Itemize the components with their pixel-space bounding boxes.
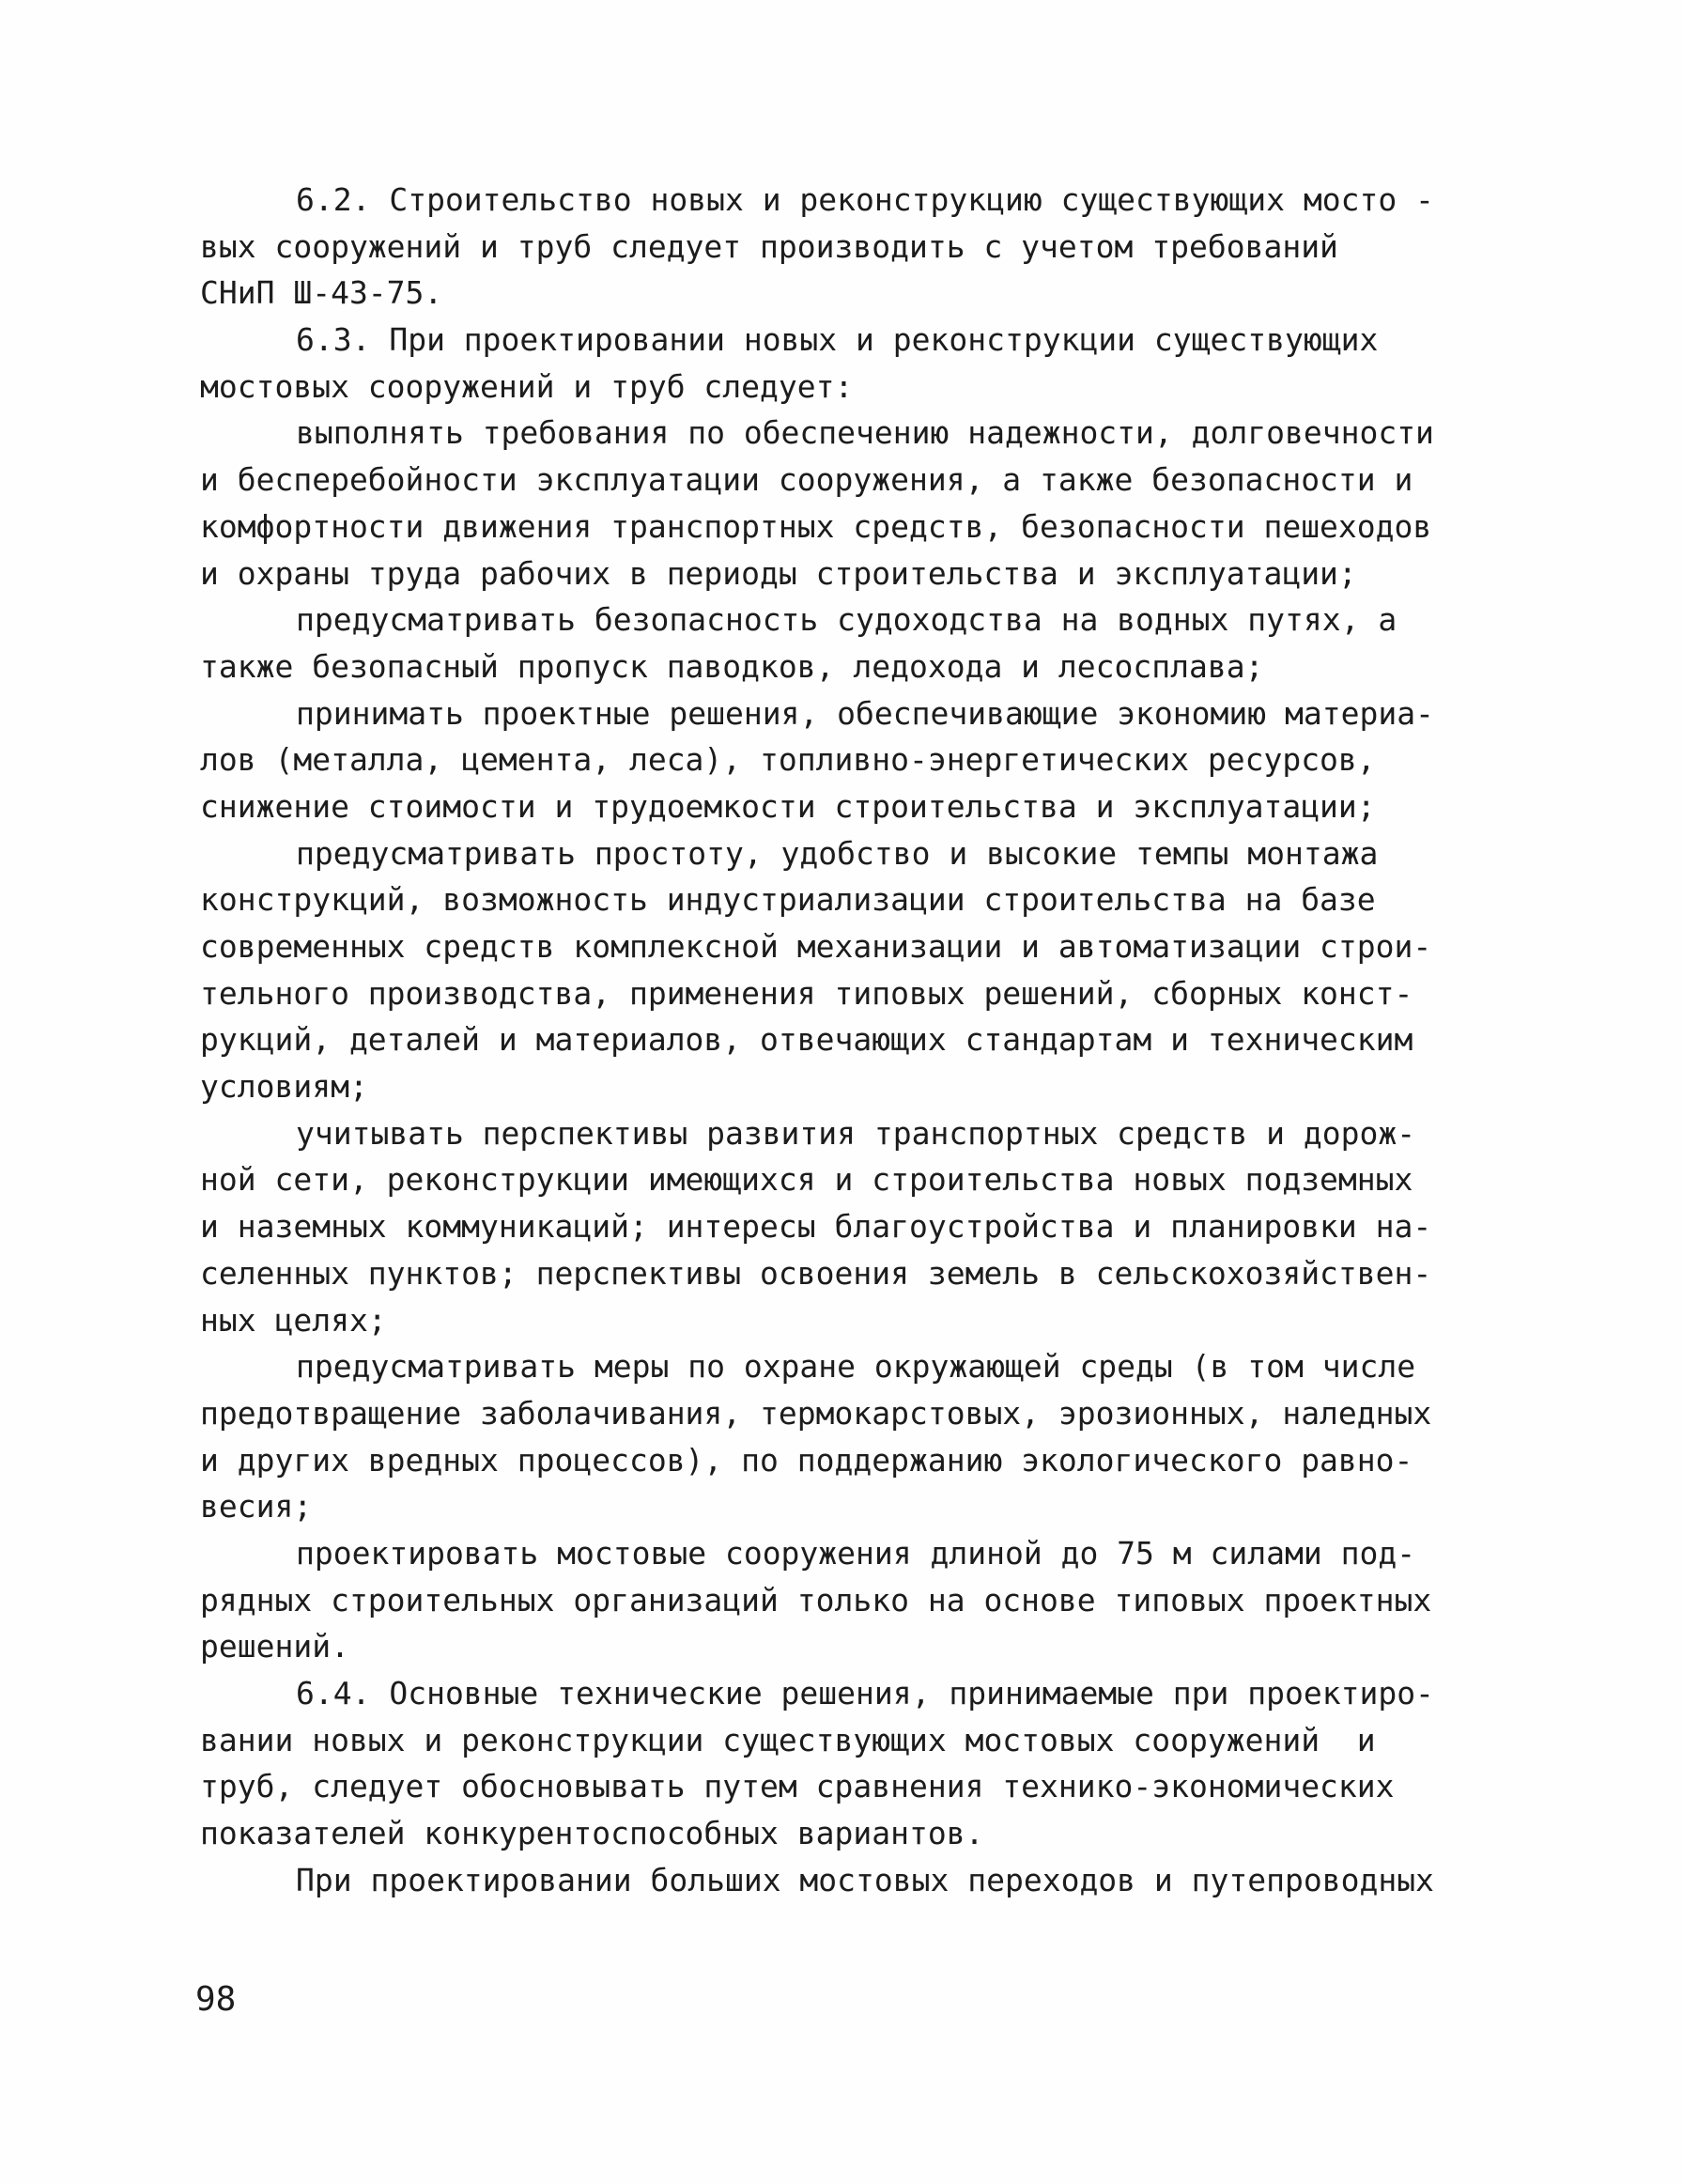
- text-line: комфортности движения транспортных средств, безопасности пешеходов: [200, 507, 1432, 545]
- text-line: проектировать мостовые сооружения длиной до 75 м силами под-: [296, 1534, 1416, 1572]
- text-line: условиям;: [200, 1068, 368, 1106]
- text-line: конструкций, возможность индустриализации строительства на базе: [200, 881, 1376, 919]
- text-line: вых сооружений и труб следует производить с учетом требований: [200, 227, 1338, 265]
- text-line: ных целях;: [200, 1301, 387, 1339]
- text-line: и бесперебойности эксплуатации сооружения, а также безопасности и: [200, 461, 1413, 499]
- text-line: ной сети, реконструкции имеющихся и строительства новых подземных: [200, 1161, 1413, 1199]
- text-line: и наземных коммуникаций; интересы благоустройства и планировки на-: [200, 1208, 1432, 1246]
- text-line: 6.2. Строительство новых и реконструкцию существующих мосто -: [296, 181, 1434, 218]
- text-line: труб, следует обосновывать путем сравнения технико-экономических: [200, 1768, 1395, 1805]
- text-line: предотвращение заболачивания, термокарстовых, эрозионных, наледных: [200, 1394, 1432, 1432]
- text-line: 6.3. При проектировании новых и реконструкции существующих: [296, 321, 1379, 359]
- text-line: предусматривать простоту, удобство и высокие темпы монтажа: [296, 834, 1379, 872]
- text-line: тельного производства, применения типовых решений, сборных конст-: [200, 974, 1413, 1012]
- text-line: предусматривать меры по охране окружающей среды (в том числе: [296, 1348, 1416, 1386]
- text-line: решений.: [200, 1628, 349, 1665]
- text-line: показателей конкурентоспособных вариантов.: [200, 1815, 984, 1852]
- text-line: 6.4. Основные технические решения, принимаемые при проектиро-: [296, 1675, 1434, 1712]
- text-line: и охраны труда рабочих в периоды строительства и эксплуатации;: [200, 554, 1357, 592]
- text-line: лов (металла, цемента, леса), топливно-энергетических ресурсов,: [200, 741, 1376, 779]
- body-text: [200, 177, 1496, 1903]
- text-line: весия;: [200, 1488, 313, 1526]
- text-line: и других вредных процессов), по поддержанию экологического равно-: [200, 1441, 1413, 1479]
- text-line: вании новых и реконструкции существующих мостовых сооружений и: [200, 1721, 1376, 1758]
- text-line: селенных пунктов; перспективы освоения земель в сельскохозяйствен-: [200, 1254, 1432, 1292]
- text-line: снижение стоимости и трудоемкости строительства и эксплуатации;: [200, 787, 1376, 825]
- text-line: При проектировании больших мостовых переходов и путепроводных: [296, 1861, 1434, 1898]
- text-line: выполнять требования по обеспечению надежности, долговечности: [296, 414, 1434, 452]
- text-line: мостовых сооружений и труб следует:: [200, 367, 854, 405]
- text-line: учитывать перспективы развития транспортных средств и дорож-: [296, 1114, 1416, 1152]
- text-line: рукций, деталей и материалов, отвечающих стандартам и техническим: [200, 1021, 1413, 1059]
- text-line: СНиП Ш-43-75.: [200, 274, 443, 312]
- text-line: также безопасный пропуск паводков, ледохода и лесосплава;: [200, 647, 1264, 685]
- text-line: современных средств комплексной механизации и автоматизации строи-: [200, 928, 1432, 965]
- text-line: предусматривать безопасность судоходства на водных путях, а: [296, 601, 1397, 639]
- text-line: принимать проектные решения, обеспечивающие экономию материа-: [296, 694, 1434, 732]
- text-line: рядных строительных организаций только на основе типовых проектных: [200, 1581, 1432, 1619]
- page-number: 98: [195, 1980, 237, 2019]
